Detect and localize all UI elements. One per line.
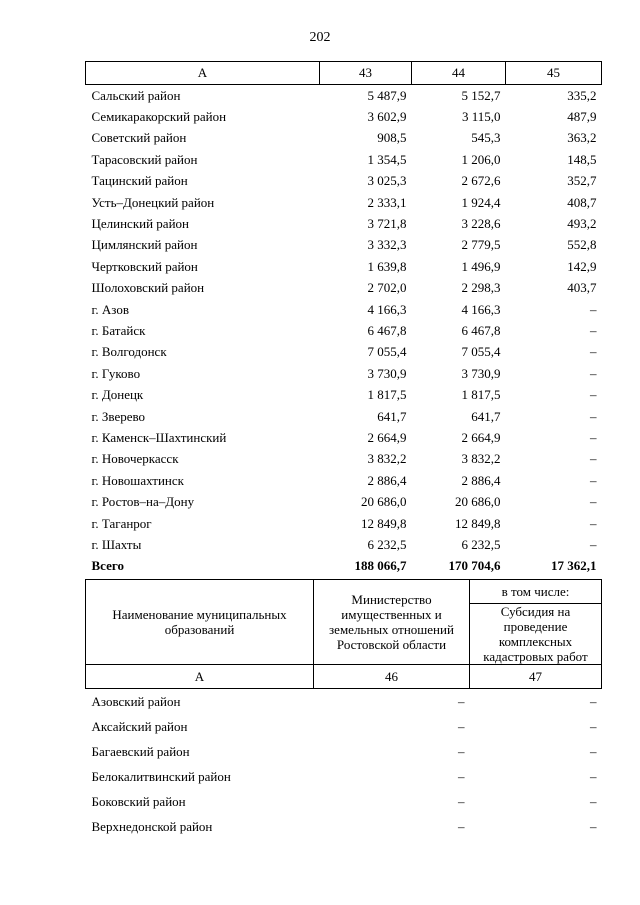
municipality-name: г. Новошахтинск	[91, 472, 184, 488]
municipality-name: Багаевский район	[91, 743, 190, 759]
amount-cell: 17 362,1	[551, 558, 597, 574]
amount-cell: –	[590, 494, 597, 510]
table-row	[86, 789, 602, 814]
amount-cell: 2 886,4	[461, 472, 501, 488]
table-row	[86, 513, 602, 534]
amount-cell: 5 487,9	[367, 87, 407, 103]
amount-cell: 1 924,4	[461, 194, 501, 210]
municipality-name: г. Каменск–Шахтинский	[91, 429, 227, 445]
amount-cell: –	[590, 793, 597, 809]
amount-cell: 545,3	[471, 130, 501, 146]
amount-cell: 352,7	[567, 173, 597, 189]
table-row	[86, 256, 602, 277]
ministry-subsidy-table	[85, 579, 602, 839]
amount-cell: 148,5	[567, 151, 597, 167]
amount-cell: 2 672,6	[461, 173, 501, 189]
amount-cell: 6 467,8	[367, 322, 407, 338]
column-header: 44	[412, 62, 506, 85]
table-row	[86, 192, 602, 213]
amount-cell: 12 849,8	[361, 515, 407, 531]
municipality-name: г. Зверево	[91, 408, 146, 424]
amount-cell: –	[590, 536, 597, 552]
table-row	[86, 814, 602, 839]
amount-cell: 142,9	[567, 258, 597, 274]
municipality-name-header: Наименование муниципальных образований	[86, 580, 314, 665]
amount-cell: 2 779,5	[461, 237, 501, 253]
amount-cell: 20 686,0	[361, 494, 407, 510]
amount-cell: –	[590, 387, 597, 403]
column-index-row	[86, 665, 602, 689]
municipality-name: г. Шахты	[91, 536, 142, 552]
municipality-name: Сальский район	[91, 87, 181, 103]
table-row	[86, 764, 602, 789]
amount-cell: 908,5	[377, 130, 407, 146]
amount-cell: 1 817,5	[461, 387, 501, 403]
table-row	[86, 534, 602, 555]
column-header: 43	[320, 62, 412, 85]
amount-cell: 363,2	[567, 130, 597, 146]
amount-cell: 335,2	[567, 87, 597, 103]
amount-cell: –	[458, 718, 465, 734]
table-row	[86, 299, 602, 320]
amount-cell: 4 166,3	[461, 301, 501, 317]
amount-cell: –	[590, 768, 597, 784]
amount-cell: 3 228,6	[461, 216, 501, 232]
total-row	[86, 556, 602, 577]
amount-cell: 641,7	[471, 408, 501, 424]
municipality-name: Шолоховский район	[91, 280, 205, 296]
municipality-name: Всего	[91, 558, 124, 574]
municipality-name: г. Волгодонск	[91, 344, 167, 360]
amount-cell: 1 206,0	[461, 151, 501, 167]
amount-cell: –	[590, 301, 597, 317]
amount-cell: 3 832,2	[367, 451, 407, 467]
municipality-name: Целинский район	[91, 216, 189, 232]
table-row	[86, 171, 602, 192]
amount-cell: –	[590, 472, 597, 488]
budget-table-continued	[85, 61, 602, 577]
amount-cell: 188 066,7	[354, 558, 407, 574]
amount-cell: 3 115,0	[461, 109, 501, 125]
ministry-header: Министерство имущественных и земельных отношений Ростовской области	[314, 580, 470, 665]
table-row	[86, 449, 602, 470]
amount-cell: 2 886,4	[367, 472, 407, 488]
table-row	[86, 714, 602, 739]
amount-cell: –	[590, 322, 597, 338]
table-row	[86, 427, 602, 448]
amount-cell: 3 025,3	[367, 173, 407, 189]
municipality-name: г. Донецк	[91, 387, 144, 403]
table-row	[86, 470, 602, 491]
municipality-name: Семикаракорский район	[91, 109, 227, 125]
amount-cell: 20 686,0	[455, 494, 501, 510]
municipality-name: Боковский район	[91, 793, 186, 809]
amount-cell: –	[590, 408, 597, 424]
amount-cell: 170 704,6	[448, 558, 501, 574]
table-row	[86, 363, 602, 384]
table-row	[86, 149, 602, 170]
table-row	[86, 491, 602, 512]
municipality-name: Чертковский район	[91, 258, 198, 274]
table-row	[86, 213, 602, 234]
table-row	[86, 342, 602, 363]
column-index-row	[86, 62, 602, 85]
amount-cell: 552,8	[567, 237, 597, 253]
amount-cell: 2 298,3	[461, 280, 501, 296]
amount-cell: 1 639,8	[367, 258, 407, 274]
municipality-name: Тацинский район	[91, 173, 188, 189]
amount-cell: 2 702,0	[367, 280, 407, 296]
municipality-name: Советский район	[91, 130, 187, 146]
amount-cell: –	[458, 743, 465, 759]
amount-cell: –	[458, 793, 465, 809]
column-header: 46	[314, 665, 470, 689]
amount-cell: –	[590, 743, 597, 759]
table-row	[86, 406, 602, 427]
amount-cell: 3 832,2	[461, 451, 501, 467]
amount-cell: –	[590, 451, 597, 467]
amount-cell: –	[590, 365, 597, 381]
municipality-name: Верхнедонской район	[91, 818, 213, 834]
amount-cell: –	[458, 693, 465, 709]
municipality-name: Тарасовский район	[91, 151, 198, 167]
amount-cell: 7 055,4	[367, 344, 407, 360]
amount-cell: 408,7	[567, 194, 597, 210]
amount-cell: 1 817,5	[367, 387, 407, 403]
table-row	[86, 106, 602, 127]
amount-cell: 7 055,4	[461, 344, 501, 360]
amount-cell: –	[590, 718, 597, 734]
amount-cell: 493,2	[567, 216, 597, 232]
municipality-name: Азовский район	[91, 693, 181, 709]
column-header: А	[86, 62, 320, 85]
table-row	[86, 235, 602, 256]
subsidy-header: Субсидия на проведение комплексных кадастровых работ	[470, 604, 602, 665]
municipality-name: г. Таганрог	[91, 515, 152, 531]
table-row	[86, 128, 602, 149]
amount-cell: 5 152,7	[461, 87, 501, 103]
amount-cell: –	[590, 344, 597, 360]
amount-cell: 4 166,3	[367, 301, 407, 317]
municipality-name: г. Новочеркасск	[91, 451, 179, 467]
including-header: в том числе:	[470, 580, 602, 604]
amount-cell: 3 730,9	[367, 365, 407, 381]
column-header: 47	[470, 665, 602, 689]
amount-cell: 6 232,5	[461, 536, 501, 552]
table-row	[86, 85, 602, 107]
municipality-name: г. Ростов–на–Дону	[91, 494, 195, 510]
municipality-name: г. Гуково	[91, 365, 141, 381]
amount-cell: 403,7	[567, 280, 597, 296]
table-row	[86, 689, 602, 715]
amount-cell: 1 354,5	[367, 151, 407, 167]
municipality-name: Усть–Донецкий район	[91, 194, 215, 210]
column-header: 45	[506, 62, 602, 85]
table-row	[86, 320, 602, 341]
amount-cell: 6 467,8	[461, 322, 501, 338]
municipality-name: Аксайский район	[91, 718, 188, 734]
amount-cell: 3 602,9	[367, 109, 407, 125]
municipality-name: Белокалитвинский район	[91, 768, 231, 784]
table-row	[86, 739, 602, 764]
amount-cell: 3 730,9	[461, 365, 501, 381]
amount-cell: 6 232,5	[367, 536, 407, 552]
amount-cell: –	[590, 818, 597, 834]
table-row	[86, 384, 602, 405]
municipality-name: г. Азов	[91, 301, 129, 317]
amount-cell: 3 332,3	[367, 237, 407, 253]
amount-cell: 2 664,9	[461, 429, 501, 445]
amount-cell: 3 721,8	[367, 216, 407, 232]
amount-cell: –	[590, 693, 597, 709]
amount-cell: 2 333,1	[367, 194, 407, 210]
amount-cell: 1 496,9	[461, 258, 501, 274]
amount-cell: 12 849,8	[455, 515, 501, 531]
column-header: А	[86, 665, 314, 689]
amount-cell: –	[458, 818, 465, 834]
municipality-name: г. Батайск	[91, 322, 146, 338]
table-row	[86, 278, 602, 299]
amount-cell: –	[458, 768, 465, 784]
amount-cell: 487,9	[567, 109, 597, 125]
amount-cell: 641,7	[377, 408, 407, 424]
municipality-name: Цимлянский район	[91, 237, 198, 253]
amount-cell: –	[590, 515, 597, 531]
amount-cell: –	[590, 429, 597, 445]
amount-cell: 2 664,9	[367, 429, 407, 445]
page-number: 202	[309, 30, 331, 45]
